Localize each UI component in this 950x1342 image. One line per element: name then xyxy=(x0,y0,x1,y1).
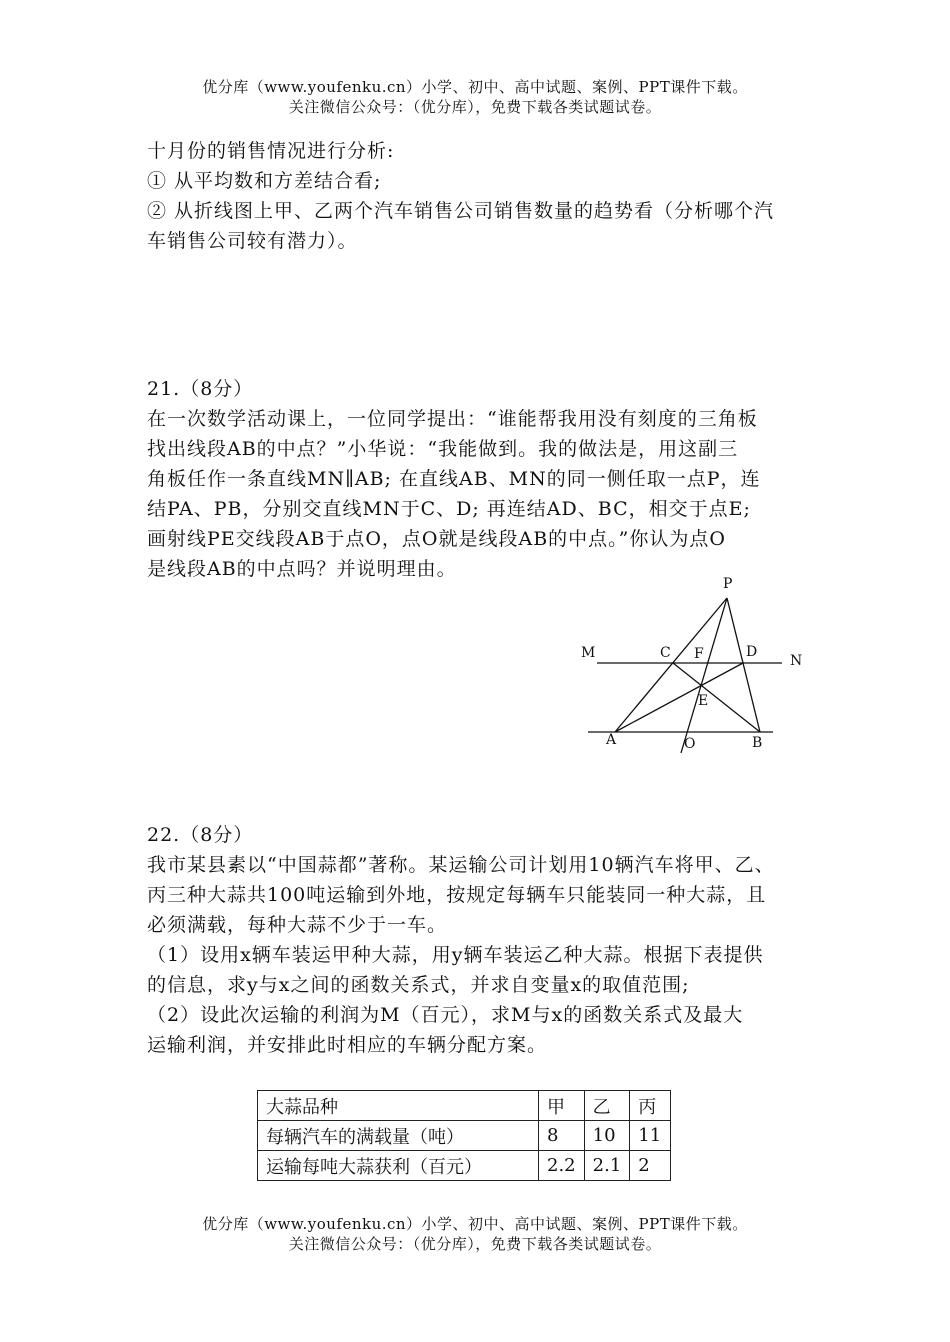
table-cell: 每辆汽车的满载量（吨） xyxy=(258,1121,539,1151)
table-row xyxy=(258,1121,671,1151)
header-line-2: 关注微信公众号：（优分库），免费下载各类试题试卷。 xyxy=(288,98,662,116)
segment-pb xyxy=(727,598,760,732)
label-d: D xyxy=(746,644,758,660)
q20-line-4: 车销售公司较有潜力）。 xyxy=(147,230,358,252)
q22-line-7: 运输利润，并安排此时相应的车辆分配方案。 xyxy=(147,1034,548,1056)
table-cell: 10 xyxy=(584,1121,630,1151)
header-line-1: 优分库（www.youfenku.cn）小学、初中、高中试题、案例、PPT课件下载。 xyxy=(202,78,748,96)
label-p: P xyxy=(723,576,733,592)
label-b: B xyxy=(752,735,763,751)
table-cell: 11 xyxy=(630,1121,671,1151)
q21-line-4: 结PA、PB，分别交直线MN于C、D; 再连结AD、BC，相交于点E; xyxy=(147,498,751,520)
table-header-row xyxy=(258,1091,671,1121)
table-header-cell: 大蒜品种 xyxy=(258,1091,539,1121)
label-a: A xyxy=(606,732,617,748)
table-header-cell: 甲 xyxy=(539,1091,585,1121)
q20-line-1: 十月份的销售情况进行分析: xyxy=(147,140,395,162)
q21-line-2: 找出线段AB的中点？”小华说：“我能做到。我的做法是，用这副三 xyxy=(147,438,739,460)
footer-line-1: 优分库（www.youfenku.cn）小学、初中、高中试题、案例、PPT课件下载。 xyxy=(202,1215,748,1233)
q20-line-2: ① 从平均数和方差结合看; xyxy=(147,170,382,192)
label-f: F xyxy=(694,646,704,662)
q22-line-5: 的信息，求y与x之间的函数关系式，并求自变量x的取值范围; xyxy=(147,974,690,996)
table-row xyxy=(258,1151,671,1181)
table-cell: 2.2 xyxy=(539,1151,585,1181)
table-cell: 运输每吨大蒜获利（百元） xyxy=(258,1151,539,1181)
table-header-cell: 乙 xyxy=(584,1091,630,1121)
q22-heading: 22.（8分） xyxy=(147,824,254,846)
segment-bc xyxy=(673,663,760,732)
q21-heading: 21.（8分） xyxy=(147,378,254,400)
table-header-cell: 丙 xyxy=(630,1091,671,1121)
segment-pa xyxy=(615,598,727,732)
q22-line-2: 丙三种大蒜共100吨运输到外地，按规定每辆车只能装同一种大蒜，且 xyxy=(147,884,767,906)
q21-line-5: 画射线PE交线段AB于点O，点O就是线段AB的中点。”你认为点O xyxy=(147,528,726,550)
segment-ad xyxy=(615,663,743,732)
label-n: N xyxy=(790,653,803,669)
q21-line-1: 在一次数学活动课上，一位同学提出：“谁能帮我用没有刻度的三角板 xyxy=(147,408,758,430)
label-e: E xyxy=(698,693,709,709)
table-cell: 8 xyxy=(539,1121,585,1151)
q22-line-3: 必须满载，每种大蒜不少于一车。 xyxy=(147,914,448,936)
garlic-table xyxy=(257,1090,671,1181)
footer-line-2: 关注微信公众号：（优分库），免费下载各类试题试卷。 xyxy=(288,1235,662,1253)
label-o: O xyxy=(684,736,696,752)
q21-line-3: 角板任作一条直线MN∥AB; 在直线AB、MN的同一侧任取一点P，连 xyxy=(147,468,761,490)
q22-line-1: 我市某县素以“中国蒜都”著称。某运输公司计划用10辆汽车将甲、乙、 xyxy=(147,854,775,876)
table-cell: 2.1 xyxy=(584,1151,630,1181)
table-cell: 2 xyxy=(630,1151,671,1181)
q22-line-6: （2）设此次运输的利润为M（百元），求M与x的函数关系式及最大 xyxy=(147,1004,744,1026)
q22-line-4: （1）设用x辆车装运甲种大蒜，用y辆车装运乙种大蒜。根据下表提供 xyxy=(147,944,764,966)
geometry-figure xyxy=(570,570,810,760)
label-m: M xyxy=(581,645,596,661)
label-c: C xyxy=(660,645,671,661)
q21-line-6: 是线段AB的中点吗？并说明理由。 xyxy=(147,558,457,580)
q20-line-3: ② 从折线图上甲、乙两个汽车销售公司销售数量的趋势看（分析哪个汽 xyxy=(147,200,775,222)
